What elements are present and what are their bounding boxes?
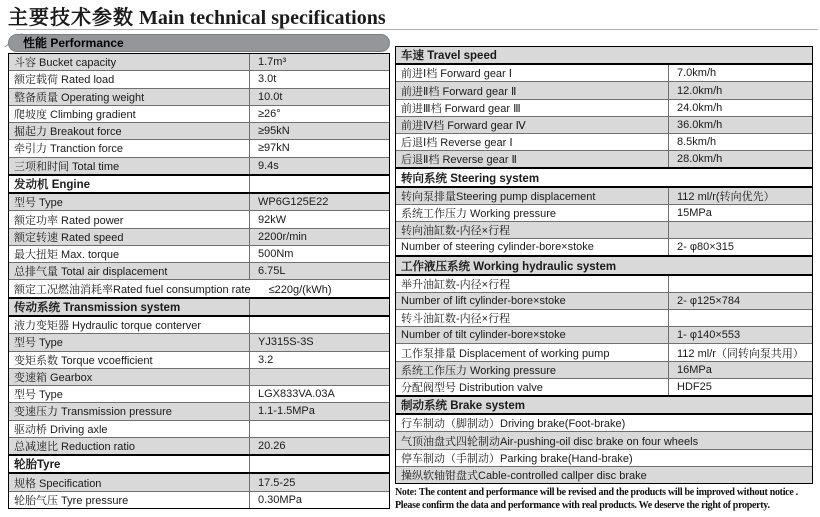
- spec-value: 17.5-25: [249, 474, 389, 490]
- spec-value: 15MPa: [668, 205, 812, 221]
- spec-label: 车速 Travel speed: [401, 50, 497, 63]
- spec-label: 举升油缸数-内径×行程: [401, 278, 511, 291]
- spec-label: 轮胎Tyre: [14, 459, 61, 472]
- spec-label: 系统工作压力 Working pressure: [401, 364, 557, 377]
- spec-value: [249, 317, 389, 333]
- spec-value: 112 ml/r（同转向泵共用）: [668, 344, 812, 360]
- section-header-row: [9, 174, 389, 194]
- table-row: [9, 420, 389, 437]
- spec-value: 500Nm: [249, 246, 389, 262]
- table-row: [9, 279, 389, 296]
- spec-label: 分配阀型号 Distribution valve: [401, 381, 543, 394]
- spec-label: 工作泵排量 Displacement of working pump: [401, 347, 610, 360]
- table-row: [9, 351, 389, 368]
- spec-label: Number of tilt cylinder-bore×stoke: [401, 329, 566, 342]
- table-row: [9, 70, 389, 87]
- table-row: [396, 326, 812, 343]
- table-row: [396, 343, 812, 360]
- spec-value: [668, 276, 812, 292]
- spec-label: Number of steering cylinder-bore×stoke: [401, 241, 594, 254]
- spec-value: 6.75L: [249, 263, 389, 279]
- spec-label: 操纵软轴钳盘式Cable-controlled callper disc brake: [401, 469, 647, 482]
- page-title: [8, 1, 386, 30]
- table-row: [9, 317, 389, 333]
- table-row: [9, 385, 389, 402]
- table-row: [9, 139, 389, 156]
- table-row: [9, 157, 389, 174]
- spec-value: WP6G125E22: [249, 194, 389, 210]
- spec-value: 0.30MPa: [249, 492, 389, 508]
- spec-label: 三项和时间 Total time: [14, 160, 120, 173]
- spec-value: 9.4s: [249, 158, 389, 174]
- page-title-english: Main technical specifications: [134, 7, 386, 29]
- section-header-row: [9, 297, 389, 317]
- table-row: [9, 88, 389, 105]
- section-header-row: [396, 255, 812, 275]
- spec-label: 转向系统 Steering system: [401, 172, 540, 185]
- spec-value: 12.0km/h: [668, 82, 812, 98]
- table-row: [9, 474, 389, 490]
- spec-label: 系统工作压力 Working pressure: [401, 207, 557, 220]
- performance-section-pill: 性能 Performance: [8, 34, 390, 52]
- table-row: [9, 437, 389, 454]
- spec-label: 型号 Type: [14, 197, 63, 210]
- spec-label: 前进Ⅳ档 Forward gear Ⅳ: [401, 119, 526, 132]
- table-row: [396, 276, 812, 292]
- spec-label: 规格 Specification: [14, 477, 102, 490]
- spec-value: ≥95kN: [249, 123, 389, 139]
- spec-label: 额定载荷 Rated load: [14, 74, 115, 87]
- spec-label: 前进Ⅰ档 Forward gear Ⅰ: [401, 68, 513, 81]
- table-row: [9, 368, 389, 385]
- spec-label: 变速箱 Gearbox: [14, 371, 93, 384]
- spec-value: 10.0t: [249, 89, 389, 105]
- spec-value: [249, 456, 389, 472]
- spec-label: 额定工况燃油消耗率Rated fuel consumption rate ≤220g/(kWh): [14, 283, 332, 296]
- speed-steering-hydraulic-brake-table: [395, 46, 813, 484]
- spec-value: ≥26°: [249, 106, 389, 122]
- table-row: [396, 449, 812, 466]
- table-row: [9, 210, 389, 227]
- footnote-line1: Note: The content and performance will be revised and the products will be improved without notice .: [395, 487, 798, 498]
- table-row: [396, 309, 812, 326]
- table-row: [9, 245, 389, 262]
- table-row: [396, 238, 812, 255]
- spec-value: [249, 421, 389, 437]
- table-row: [396, 116, 812, 133]
- spec-value: [249, 369, 389, 385]
- spec-value: [668, 222, 812, 238]
- table-row: [396, 378, 812, 395]
- spec-label: 后退Ⅰ档 Reverse gear Ⅰ: [401, 137, 513, 150]
- table-row: [9, 105, 389, 122]
- spec-value: 1.1-1.5MPa: [249, 403, 389, 419]
- spec-value: 2200r/min: [249, 229, 389, 245]
- spec-label: 型号 Type: [14, 337, 63, 350]
- table-row: [396, 204, 812, 221]
- spec-label: 斗容 Bucket capacity: [14, 57, 117, 70]
- table-row: [9, 262, 389, 279]
- spec-value: 7.0km/h: [668, 65, 812, 81]
- spec-value: YJ315S-3S: [249, 334, 389, 350]
- table-row: [396, 292, 812, 309]
- spec-label: 停车制动（手制动）Parking brake(Hand-brake): [401, 452, 633, 465]
- spec-label: 整备质量 Operating weight: [14, 91, 145, 104]
- spec-label: 爬坡度 Climbing gradient: [14, 108, 136, 121]
- spec-value: 3.2: [249, 352, 389, 368]
- table-row: [396, 415, 812, 431]
- table-row: [9, 194, 389, 210]
- performance-engine-transmission-table: [8, 53, 390, 509]
- spec-label: 转向油缸数-内径×行程: [401, 225, 511, 238]
- table-row: [396, 361, 812, 378]
- spec-value: [249, 176, 389, 192]
- spec-label: 工作液压系统 Working hydraulic system: [401, 260, 617, 273]
- spec-label: 行车制动（脚制动）Driving brake(Foot-brake): [401, 418, 626, 431]
- spec-label: 牵引力 Tranction force: [14, 143, 124, 156]
- spec-value: 24.0km/h: [668, 100, 812, 116]
- spec-value: 112 ml/r(转向优先）: [668, 188, 812, 204]
- spec-label: 转斗油缸数-内径×行程: [401, 313, 511, 326]
- spec-label: 气顶油盘式四轮制动Air-pushing-oil disc brake on four wheels: [401, 435, 699, 448]
- spec-value: HDF25: [668, 379, 812, 395]
- spec-label: 额定功率 Rated power: [14, 214, 124, 227]
- table-row: [396, 221, 812, 238]
- spec-label: 总排气量 Total air displacement: [14, 266, 168, 279]
- footnote-line2: Please confirm the data and performance with real products. We deserve the right of property.: [395, 499, 770, 511]
- spec-value: 36.0km/h: [668, 117, 812, 133]
- spec-label: 掘起力 Breakout force: [14, 126, 122, 139]
- spec-label: 前进Ⅲ档 Forward gear Ⅲ: [401, 102, 521, 115]
- spec-label: 最大扭矩 Max. torque: [14, 249, 120, 262]
- spec-value: 2- φ80×315: [668, 239, 812, 255]
- spec-label: 转向泵排量Steering pump displacement: [401, 190, 596, 203]
- table-row: [396, 431, 812, 448]
- table-row: [9, 228, 389, 245]
- spec-value: 92kW: [249, 211, 389, 227]
- table-row: [396, 466, 812, 483]
- section-header-row: [396, 395, 812, 415]
- spec-label: 驱动桥 Driving axle: [14, 423, 108, 436]
- page-title-chinese: 主要技术参数: [8, 5, 134, 29]
- table-row: [396, 99, 812, 116]
- table-row: [396, 188, 812, 204]
- spec-label: 前进Ⅱ档 Forward gear Ⅱ: [401, 85, 517, 98]
- spec-value: 16MPa: [668, 362, 812, 378]
- spec-value: 8.5km/h: [668, 134, 812, 150]
- table-row: [396, 81, 812, 98]
- spec-value: 1- φ140×553: [668, 327, 812, 343]
- spec-value: 20.26: [249, 438, 389, 454]
- section-header-row: [396, 167, 812, 187]
- spec-value: 2- φ125×784: [668, 293, 812, 309]
- spec-label: 型号 Type: [14, 389, 63, 402]
- spec-label: 制动系统 Brake system: [401, 400, 525, 413]
- spec-value: 3.0t: [249, 71, 389, 87]
- spec-value: [668, 310, 812, 326]
- section-header-row: [9, 454, 389, 474]
- spec-label: Number of lift cylinder-bore×stoke: [401, 294, 566, 307]
- table-row: [9, 333, 389, 350]
- spec-label: 轮胎气压 Tyre pressure: [14, 494, 129, 507]
- spec-label: 额定转速 Rated speed: [14, 231, 124, 244]
- spec-label: 发动机 Engine: [14, 178, 91, 191]
- spec-value: 1.7m³: [249, 54, 389, 70]
- table-row: [9, 402, 389, 419]
- spec-label: 后退Ⅱ档 Reverse gear Ⅱ: [401, 154, 517, 167]
- spec-label: 液力变矩器 Hydraulic torque conterver: [14, 320, 202, 333]
- spec-label: 变矩系数 Torque vcoefficient: [14, 354, 153, 367]
- table-row: [396, 133, 812, 150]
- table-row: [396, 150, 812, 167]
- spec-label: 总减速比 Reduction ratio: [14, 440, 136, 453]
- spec-value: [249, 299, 389, 315]
- section-header-row: [396, 47, 812, 65]
- table-row: [9, 54, 389, 70]
- spec-label: 变速压力 Transmission pressure: [14, 406, 172, 419]
- spec-label: 传动系统 Transmission system: [14, 301, 181, 314]
- spec-value: ≥97kN: [249, 140, 389, 156]
- table-row: [9, 491, 389, 508]
- spec-value: 28.0km/h: [668, 151, 812, 167]
- spec-value: ≤220g/(kWh): [268, 283, 332, 296]
- table-row: [9, 122, 389, 139]
- table-row: [396, 65, 812, 81]
- top-rule-line: [16, 29, 818, 30]
- spec-value: LGX833VA.03A: [249, 386, 389, 402]
- footnote: [395, 487, 820, 512]
